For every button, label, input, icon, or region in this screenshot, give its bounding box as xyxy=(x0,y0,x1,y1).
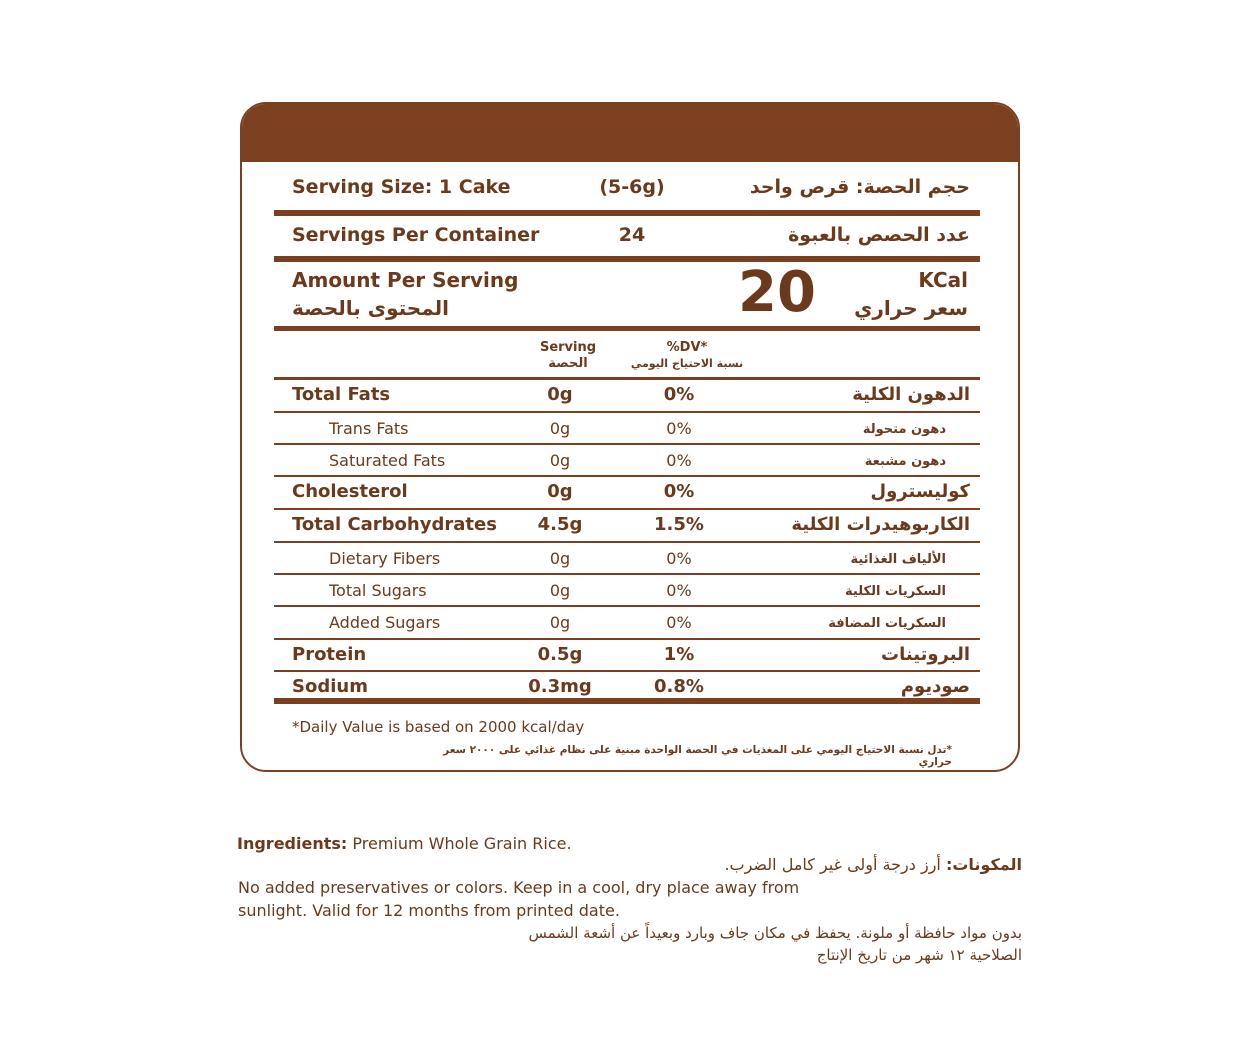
column-header-dv xyxy=(612,340,762,372)
nutrient-name-ar: كوليسترول xyxy=(870,481,970,502)
nutrient-name-ar: السكريات الكلية xyxy=(845,584,946,599)
storage-ar-line1: بدون مواد حافظة أو ملونة. يحفظ في مكان جاف وبارد وبعيداً عن أشعة الشمس xyxy=(528,924,1022,942)
serving-size-en: Serving Size: 1 Cake xyxy=(292,176,511,198)
footnote-en: *Daily Value is based on 2000 kcal/day xyxy=(292,718,585,736)
divider-thick xyxy=(274,256,980,262)
column-header-serving-ar: الحصة xyxy=(548,356,588,371)
ingredients-label-en: Ingredients: xyxy=(237,834,348,853)
nutrient-dv: 1% xyxy=(663,644,695,665)
nutrient-amount: 0g xyxy=(549,419,571,438)
servings-per-container-ar: عدد الحصص بالعبوة xyxy=(788,224,970,246)
nutrient-dv: 0% xyxy=(666,451,692,470)
nutrient-name-en: Protein xyxy=(292,644,367,665)
nutrient-name-en: Sodium xyxy=(292,676,368,697)
nutrient-row xyxy=(274,640,980,672)
nutrient-name-ar: الدهون الكلية xyxy=(852,384,970,405)
storage-en-line2: sunlight. Valid for 12 months from printed date. xyxy=(238,901,620,920)
nutrient-amount: 0g xyxy=(549,613,571,632)
nutrient-name-ar: البروتينات xyxy=(881,644,970,665)
storage-en-line1: No added preservatives or colors. Keep in a cool, dry place away from xyxy=(238,878,800,897)
nutrient-name-en: Added Sugars xyxy=(329,613,441,632)
calories-unit: KCal xyxy=(918,268,968,292)
nutrient-dv: 0% xyxy=(666,549,692,568)
serving-size-weight: (5-6g) xyxy=(599,176,665,198)
amount-per-serving-en: Amount Per Serving xyxy=(292,268,519,292)
nutrient-dv: 1.5% xyxy=(654,514,704,535)
ingredients-text-en: Premium Whole Grain Rice. xyxy=(352,834,572,853)
ingredients-en xyxy=(237,834,572,853)
amount-per-serving-ar: المحتوى بالحصة xyxy=(292,296,449,320)
nutrient-row xyxy=(274,543,980,575)
nutrient-name-ar: السكريات المضافة xyxy=(828,616,946,631)
nutrient-name-en: Cholesterol xyxy=(292,481,408,502)
divider-thick xyxy=(274,698,980,704)
calories-ar: سعر حراري xyxy=(854,296,968,320)
column-header-dv-en: %DV* xyxy=(666,340,708,355)
column-header-serving-en: Serving xyxy=(539,340,597,355)
nutrient-amount: 0.3mg xyxy=(528,676,592,697)
nutrient-amount: 0.5g xyxy=(537,644,583,665)
nutrient-dv: 0% xyxy=(663,481,695,502)
nutrient-dv: 0.8% xyxy=(654,676,704,697)
servings-per-container-en: Servings Per Container xyxy=(292,224,540,246)
nutrient-row xyxy=(274,413,980,445)
servings-per-container-value: 24 xyxy=(618,224,646,246)
nutrient-amount: 0g xyxy=(549,451,571,470)
nutrition-facts-panel xyxy=(240,102,1020,772)
panel-header-bar xyxy=(242,104,1018,162)
serving-size-ar: حجم الحصة: قرص واحد xyxy=(749,176,970,198)
nutrient-name-en: Total Sugars xyxy=(329,581,427,600)
nutrient-dv: 0% xyxy=(666,613,692,632)
divider-thick xyxy=(274,210,980,216)
nutrient-name-en: Saturated Fats xyxy=(329,451,446,470)
nutrient-dv: 0% xyxy=(666,419,692,438)
nutrient-name-ar: الألياف الغذائية xyxy=(850,552,946,567)
storage-ar-line2: الصلاحية ١٢ شهر من تاريخ الإنتاج xyxy=(816,946,1022,964)
nutrient-dv: 0% xyxy=(666,581,692,600)
servings-per-container-row xyxy=(274,224,980,254)
nutrient-name-ar: الكاربوهيدرات الكلية xyxy=(791,514,970,535)
nutrient-row xyxy=(274,607,980,640)
column-header-serving xyxy=(528,340,608,372)
nutrient-amount: 0g xyxy=(547,481,573,502)
ingredients-text-ar: أرز درجة أولى غير كامل الضرب. xyxy=(724,855,941,874)
nutrient-row xyxy=(274,477,980,510)
nutrient-name-ar: صوديوم xyxy=(900,676,970,697)
nutrient-name-en: Total Carbohydrates xyxy=(292,514,497,535)
ingredients-ar xyxy=(724,855,1022,874)
nutrient-row xyxy=(274,445,980,477)
nutrient-amount: 0g xyxy=(547,384,573,405)
nutrient-row xyxy=(274,510,980,543)
nutrient-amount: 0g xyxy=(549,549,571,568)
ingredients-label-ar: المكونات: xyxy=(945,855,1022,874)
nutrient-name-en: Total Fats xyxy=(292,384,391,405)
nutrient-name-ar: دهون متحولة xyxy=(862,422,946,437)
serving-size-row xyxy=(274,176,980,206)
footnote-ar: *تدل نسبة الاحتياج اليومي على المغذيات في الحصة الواحدة مبنية على نظام غذائي على ٢٠٠٠ سعر حراري xyxy=(443,744,952,768)
nutrient-row xyxy=(274,380,980,413)
nutrient-amount: 0g xyxy=(549,581,571,600)
calories-value: 20 xyxy=(738,260,816,325)
column-header-dv-ar: نسبة الاحتياج اليومي xyxy=(630,357,744,370)
nutrient-name-en: Trans Fats xyxy=(329,419,409,438)
nutrient-name-en: Dietary Fibers xyxy=(329,549,441,568)
divider-thick xyxy=(274,326,980,331)
nutrient-name-ar: دهون مشبعة xyxy=(864,454,946,469)
nutrient-dv: 0% xyxy=(663,384,695,405)
nutrient-row xyxy=(274,575,980,607)
nutrient-amount: 4.5g xyxy=(537,514,583,535)
